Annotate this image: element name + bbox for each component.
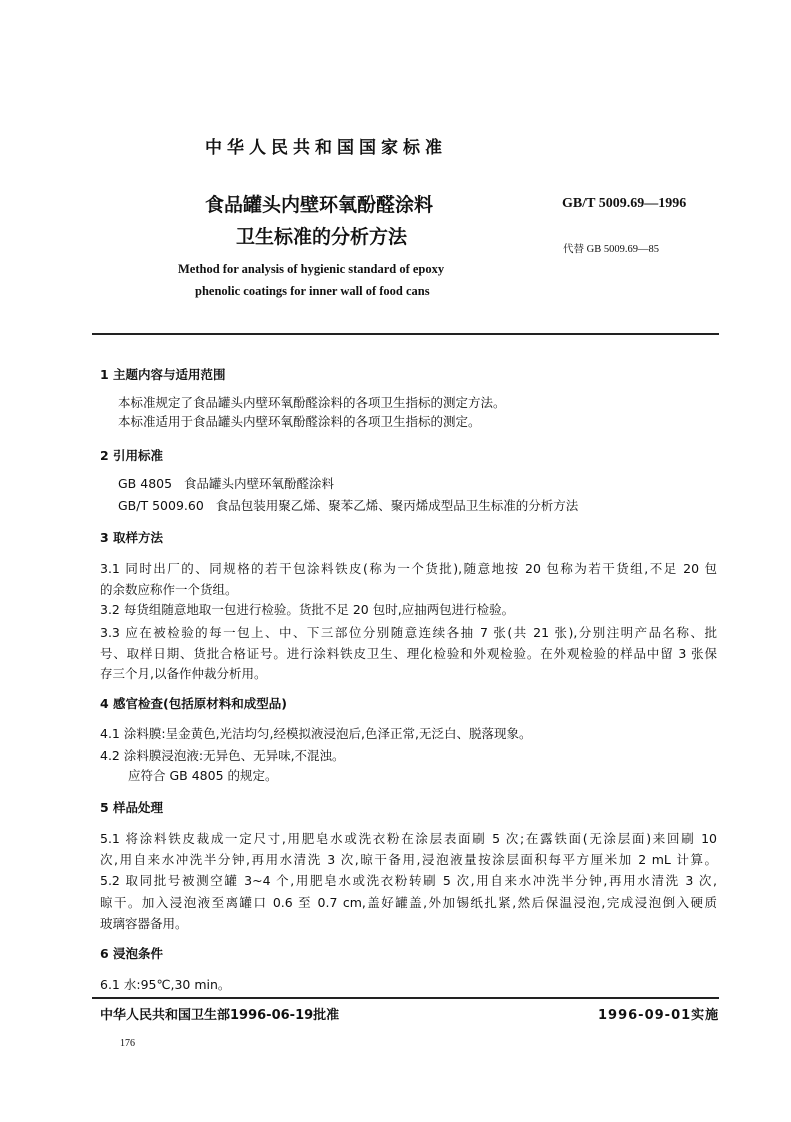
paragraph-line: 4.1 涂料膜:呈金黄色,光洁均匀,经模拟液浸泡后,色泽正常,无泛白、脱落现象。 — [100, 726, 532, 741]
paragraph-line: 6.1 水:95℃,30 min。 — [100, 977, 231, 992]
paragraph-line: 4.2 涂料膜浸泡液:无异色、无异味,不混浊。 — [100, 748, 345, 763]
document-title-line2: 卫生标准的分析方法 — [236, 226, 408, 248]
paragraph-line: 3.2 每货组随意地取一包进行检验。货批不足 20 包时,应抽两包进行检验。 — [100, 602, 515, 617]
paragraph-line: 晾干。加入浸泡液至离罐口 0.6 至 0.7 cm,盖好罐盖,外加锡纸扎紧,然后保温浸泡,完成浸泡倒入硬质 — [100, 895, 717, 910]
document-title-line1: 食品罐头内壁环氧酚醛涂料 — [205, 194, 434, 216]
paragraph-line: 玻璃容器备用。 — [100, 916, 188, 931]
paragraph-line: 本标准规定了食品罐头内壁环氧酚醛涂料的各项卫生指标的测定方法。 — [118, 395, 506, 410]
section-1-heading: 1 主题内容与适用范围 — [100, 367, 226, 382]
english-title-line1: Method for analysis of hygienic standard of epoxy — [178, 262, 445, 276]
implementation-date: 1996-09-01实施 — [598, 1008, 720, 1023]
paragraph-line: 5.1 将涂料铁皮裁成一定尺寸,用肥皂水或洗衣粉在涂层表面刷 5 次;在露铁面(无涂层面)来回刷 10 — [100, 831, 717, 846]
standard-number: GB/T 5009.69—1996 — [562, 196, 687, 211]
paragraph-line: 本标准适用于食品罐头内壁环氧酚醛涂料的各项卫生指标的测定。 — [118, 414, 481, 429]
section-4-heading: 4 感官检查(包括原材料和成型品) — [100, 696, 287, 711]
header-rule — [92, 333, 719, 335]
section-6-heading: 6 浸泡条件 — [100, 946, 164, 961]
english-title-line2: phenolic coatings for inner wall of food cans — [195, 284, 430, 298]
paragraph-line: 存三个月,以备作仲裁分析用。 — [100, 666, 267, 681]
paragraph-line: 5.2 取同批号被测空罐 3~4 个,用肥皂水或洗衣粉转刷 5 次,用自来水冲洗半分钟,再用水清洗 3 次, — [100, 873, 717, 888]
paragraph-line: 应符合 GB 4805 的规定。 — [128, 768, 278, 783]
section-3-heading: 3 取样方法 — [100, 530, 164, 545]
national-standard-heading: 中华人民共和国国家标准 — [205, 138, 447, 158]
footer-rule — [92, 997, 719, 999]
paragraph-line: 3.3 应在被检验的每一包上、中、下三部位分别随意连续各抽 7 张(共 21 张),分别注明产品名称、批 — [100, 625, 717, 640]
approval-date: 中华人民共和国卫生部1996-06-19批准 — [100, 1008, 340, 1023]
section-5-heading: 5 样品处理 — [100, 800, 164, 815]
replaces-standard: 代替 GB 5009.69—85 — [563, 244, 659, 255]
paragraph-line: 3.1 同时出厂的、同规格的若干包涂料铁皮(称为一个货批),随意地按 20 包称为若干货组,不足 20 包 — [100, 561, 717, 576]
section-2-heading: 2 引用标准 — [100, 448, 164, 463]
paragraph-line: 的余数应称作一个货组。 — [100, 582, 238, 597]
reference-line: GB 4805 食品罐头内壁环氧酚醛涂料 — [118, 476, 334, 491]
paragraph-line: 号、取样日期、货批合格证号。进行涂料铁皮卫生、理化检验和外观检验。在外观检验的样品中留 3 张保 — [100, 646, 717, 661]
paragraph-line: 次,用自来水冲洗半分钟,再用水清洗 3 次,晾干备用,浸泡液量按涂层面积每平方厘米加 2 mL 计算。 — [100, 852, 717, 867]
reference-line: GB/T 5009.60 食品包装用聚乙烯、聚苯乙烯、聚丙烯成型品卫生标准的分析方法 — [118, 498, 579, 513]
page-number: 176 — [120, 1038, 135, 1049]
